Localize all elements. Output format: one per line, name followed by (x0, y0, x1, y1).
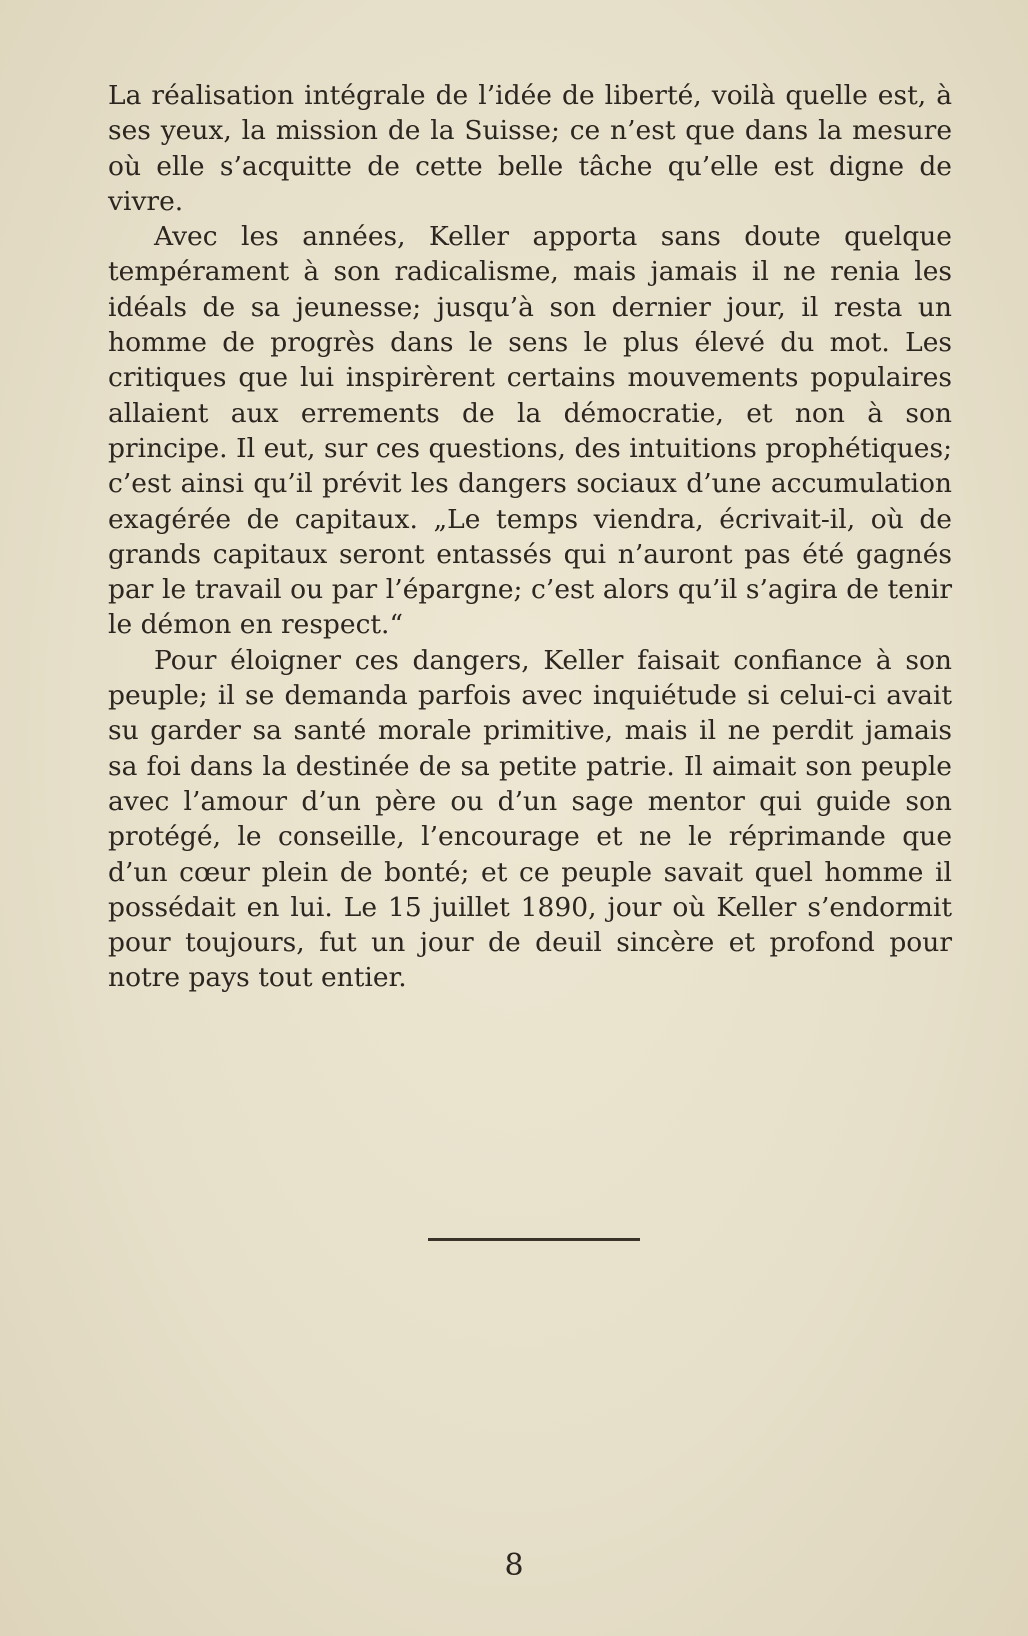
section-divider (428, 1238, 640, 1241)
body-text (108, 78, 952, 996)
paragraph-1: La réalisation intégrale de l’idée de liberté, voilà quelle est, à ses yeux, la mission de la Suisse; ce n’est que dans la mesure où elle s’acquitte de cette belle tâche qu’elle est digne de vivre. (108, 80, 952, 217)
page-number: 8 (504, 1548, 524, 1583)
paragraph-3: Pour éloigner ces dangers, Keller faisait confiance à son peuple; il se demanda parfois avec inquiétude si celui-ci avait su garder sa santé morale primitive, mais il ne perdit jamais sa foi dans la destinée de sa petite patrie. Il aimait son peuple avec l’amour d’un père ou d’un sage mentor qui guide son protégé, le conseille, l’encourage et ne le réprimande que d’un cœur plein de bonté; et ce peuple savait quel homme il possédait en lui. Le 15 juillet 1890, jour où Keller s’endormit pour toujours, fut un jour de deuil sincère et profond pour notre pays tout entier. (108, 644, 952, 994)
paragraph-2: Avec les années, Keller apporta sans doute quelque tempérament à son radicalisme, mais jamais il ne renia les idéals de sa jeunesse; jusqu’à son dernier jour, il resta un homme de progrès dans le sens le plus élevé du mot. Les critiques que lui inspirèrent certains mouvements populaires allaient aux errements de la démocratie, et non à son principe. Il eut, sur ces questions, des intuitions prophétiques; c’est ainsi qu’il prévit les dangers sociaux d’une accumulation exagérée de capitaux. „Le temps viendra, écrivait-il, où de grands capitaux seront entassés qui n’auront pas été gagnés par le travail ou par l’épargne; c’est alors qu’il s’agira de tenir le démon en respect.“ (108, 221, 952, 641)
